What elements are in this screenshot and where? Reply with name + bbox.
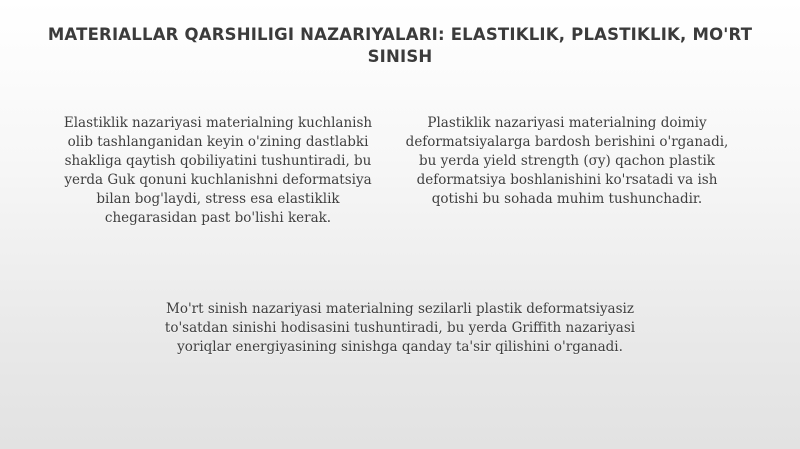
brittle-fracture-paragraph: Mo'rt sinish nazariyasi materialning sezilarli plastik deformatsiyasiz to'satdan sinishi hodisasini tushuntiradi, bu yerda Griffith nazariyasi yoriqlar energiyasining sinishga qanday ta'sir qilishini o'rganadi. xyxy=(164,301,636,355)
slide-title: MATERIALLAR QARSHILIGI NAZARIYALARI: ELASTIKLIK, PLASTIKLIK, MO'RT SINISH xyxy=(47,25,753,66)
plasticity-paragraph: Plastiklik nazariyasi materialning doimiy deformatsiyalarga bardosh berishini o'rganadi, bu yerda yield strength (σy) qachon plastik deformatsiya boshlanishini ko'rsatadi va ish qotishi bu sohada muhim tushunchadir. xyxy=(405,115,729,207)
elasticity-paragraph: Elastiklik nazariyasi materialning kuchlanish olib tashlanganidan keyin o'zining dastlabki shakliga qaytish qobiliyatini tushuntiradi, bu yerda Guk qonuni kuchlanishni deformatsiya bilan bog'laydi, stress esa elastiklik chegarasidan past bo'lishi kerak. xyxy=(63,115,373,226)
